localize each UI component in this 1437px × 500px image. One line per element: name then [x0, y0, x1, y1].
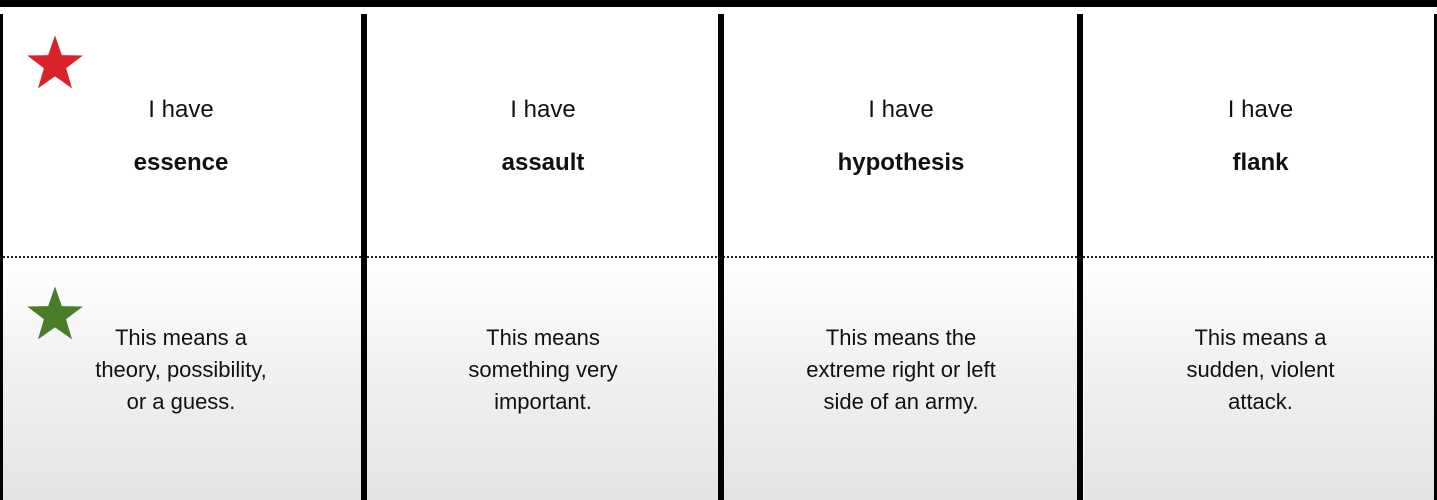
card-3-have-label: I have	[868, 96, 934, 123]
card-3-meaning	[724, 322, 1078, 418]
card-2-meaning-line-3: important.	[494, 389, 592, 414]
card-4-meaning-line-2: sudden, violent	[1186, 357, 1335, 382]
red-star-shape	[27, 35, 83, 88]
card-3-question	[724, 14, 1078, 256]
card-1-question	[0, 14, 362, 256]
card-2-answer	[367, 257, 719, 500]
card-1-word: essence	[133, 149, 229, 176]
card-4-meaning-line-3: attack.	[1228, 389, 1293, 414]
card-3-meaning-line-2: extreme right or left	[806, 357, 996, 382]
card-4-question	[1084, 14, 1437, 256]
card-1-meaning-line-1: This means a	[114, 325, 248, 350]
cut-line-2	[718, 14, 724, 500]
card-2-question	[367, 14, 719, 256]
card-1-meaning-line-2: theory, possibility,	[95, 357, 267, 382]
card-1-meaning	[0, 322, 362, 418]
cut-line-3	[1077, 14, 1083, 500]
card-4-word: flank	[1232, 149, 1289, 176]
card-4-have-label: I have	[1227, 96, 1294, 123]
card-2-have-label: I have	[510, 96, 576, 123]
card-3-meaning-line-3: side of an army.	[823, 389, 979, 414]
card-2-meaning-line-2: something very	[468, 357, 618, 382]
card-3-answer	[724, 257, 1078, 500]
card-2-word: assault	[501, 149, 585, 176]
red-star-icon	[26, 34, 84, 90]
cut-line-1	[361, 14, 367, 500]
cut-line-left	[0, 14, 3, 500]
card-3-word: hypothesis	[837, 149, 965, 176]
card-4-answer	[1084, 257, 1437, 500]
card-1-have-label: I have	[148, 96, 214, 123]
card-2-meaning	[367, 322, 719, 418]
card-4-meaning	[1084, 322, 1437, 418]
card-4-meaning-line-1: This means a	[1194, 325, 1327, 350]
card-2-meaning-line-1: This means	[486, 325, 600, 350]
card-3-meaning-line-1: This means the	[825, 325, 977, 350]
card-1-meaning-line-3: or a guess.	[126, 389, 236, 414]
card-1-answer	[0, 257, 362, 500]
